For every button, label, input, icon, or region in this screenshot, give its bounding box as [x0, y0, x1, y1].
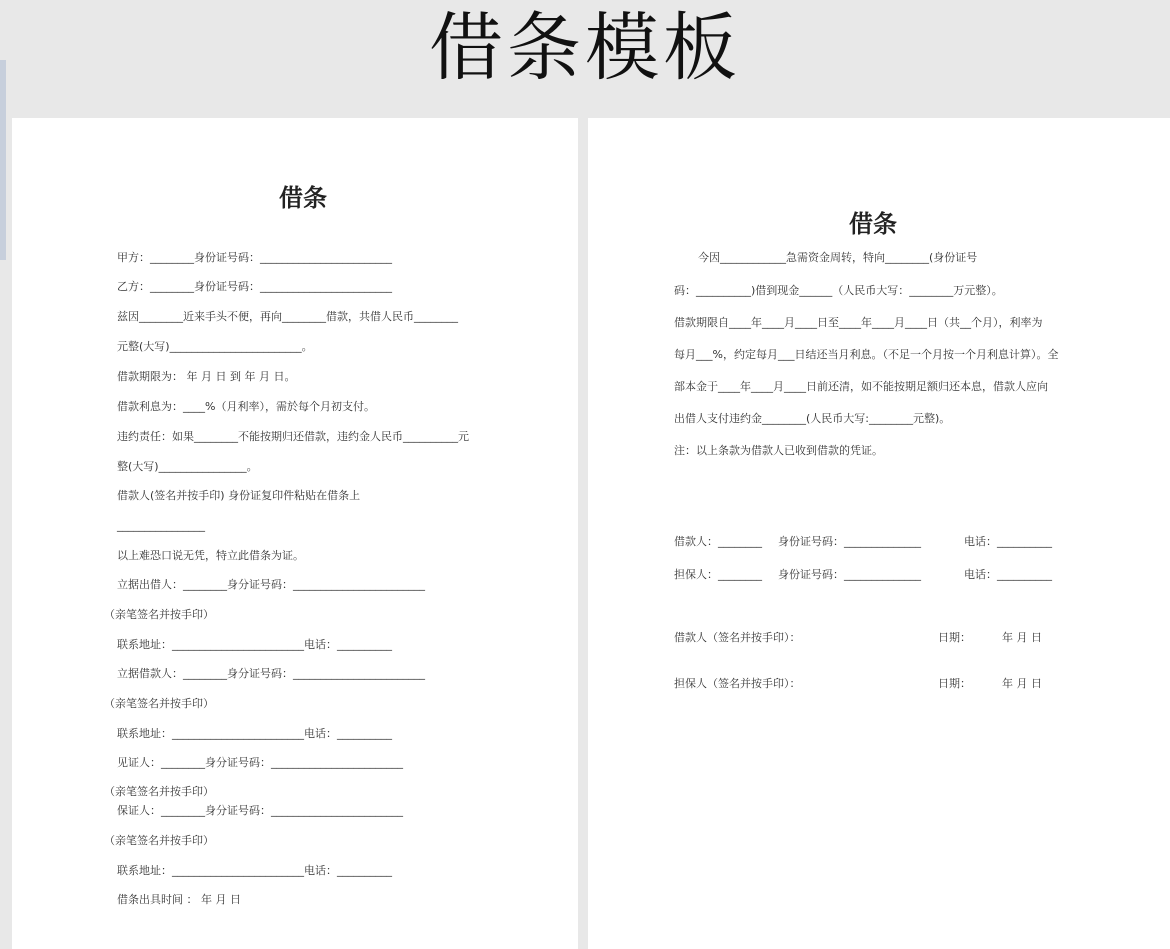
- left-page-title: 借条: [279, 184, 327, 212]
- borrower-address-line: 联系地址：________________________电话：__________: [117, 727, 392, 740]
- borrower-line: 立据借款人：________身分证号码：________________________: [117, 667, 425, 680]
- note-line: 注：以上条款为借款人已收到借款的凭证。: [674, 444, 883, 457]
- guarantor-date-fields: 年 月 日: [1002, 677, 1042, 690]
- guarantor-signer-role: 担保人：________: [674, 568, 762, 581]
- reason-line: 今因____________急需资金周转，特向________(身份证号: [698, 251, 978, 264]
- penalty-uppercase-line: 整(大写)________________。: [117, 460, 258, 473]
- lender-address-line: 联系地址：________________________电话：__________: [117, 638, 392, 651]
- borrower-signer-phone: 电话：__________: [964, 535, 1052, 548]
- witness-sign-note: （亲笔签名并按手印）: [104, 785, 214, 798]
- borrower-date-label: 日期：: [938, 631, 971, 644]
- evidence-line: 以上难恐口说无凭，特立此借条为证。: [117, 549, 304, 562]
- right-page-title: 借条: [849, 210, 897, 238]
- left-document-page: [12, 118, 578, 949]
- borrower-sign-note: （亲笔签名并按手印）: [104, 697, 214, 710]
- term-rate-line: 借款期限自____年____月____日至____年____月____日（共__个月），利率为: [674, 316, 1043, 329]
- guarantor-signer-id: 身份证号码：______________: [778, 568, 921, 581]
- issue-date-line: 借条出具时间 ： 年 月 日: [117, 893, 241, 906]
- amount-uppercase-line: 元整(大写)________________________。: [117, 340, 313, 353]
- interest-terms-line: 每月___%，约定每月___日结还当月利息。（不足一个月按一个月利息计算）。全: [674, 348, 1059, 361]
- lender-line: 立据出借人：________身分证号码：________________________: [117, 578, 425, 591]
- principal-repay-line: 部本金于____年____月____日前还清，如不能按期足额归还本息，借款人应向: [674, 380, 1048, 393]
- guarantor-signature-label: 担保人（签名并按手印）：: [674, 677, 801, 690]
- guarantor-date-label: 日期：: [938, 677, 971, 690]
- lender-sign-note: （亲笔签名并按手印）: [104, 608, 214, 621]
- right-document-page: [588, 118, 1170, 949]
- party-a-line: 甲方：________身份证号码：________________________: [117, 251, 392, 264]
- term-line: 借款期限为： 年 月 日 到 年 月 日。: [117, 370, 296, 383]
- party-b-line: 乙方：________身份证号码：________________________: [117, 280, 392, 293]
- borrower-id-copy-line: 借款人(签名并按手印) 身份证复印件粘贴在借条上: [117, 489, 361, 502]
- borrower-signer-id: 身份证号码：______________: [778, 535, 921, 548]
- penalty-line: 出借人支付违约金________(人民币大写:________元整)。: [674, 412, 951, 425]
- cash-amount-line: 码：__________)借到现金______（人民币大写：________万元整）。: [674, 284, 1003, 297]
- borrower-date-fields: 年 月 日: [1002, 631, 1042, 644]
- guarantor-sign-note: （亲笔签名并按手印）: [104, 834, 214, 847]
- reason-line: 兹因________近来手头不便，再向________借款，共借人民币________: [117, 310, 458, 323]
- interest-line: 借款利息为：____%（月利率），需於每个月初支付。: [117, 400, 375, 413]
- guarantor-line: 保证人：________身分证号码：________________________: [117, 804, 403, 817]
- header: [0, 0, 1170, 110]
- borrower-signature-label: 借款人（签名并按手印）：: [674, 631, 801, 644]
- page-title: 借条模板: [429, 5, 741, 91]
- id-copy-blank-line: ________________: [117, 519, 205, 532]
- penalty-line: 违约责任：如果________不能按期归还借款，违约金人民币__________元: [117, 430, 469, 443]
- borrower-signer-role: 借款人：________: [674, 535, 762, 548]
- witness-line: 见证人：________身分证号码：________________________: [117, 756, 403, 769]
- guarantor-address-line: 联系地址：________________________电话：__________: [117, 864, 392, 877]
- guarantor-signer-phone: 电话：__________: [964, 568, 1052, 581]
